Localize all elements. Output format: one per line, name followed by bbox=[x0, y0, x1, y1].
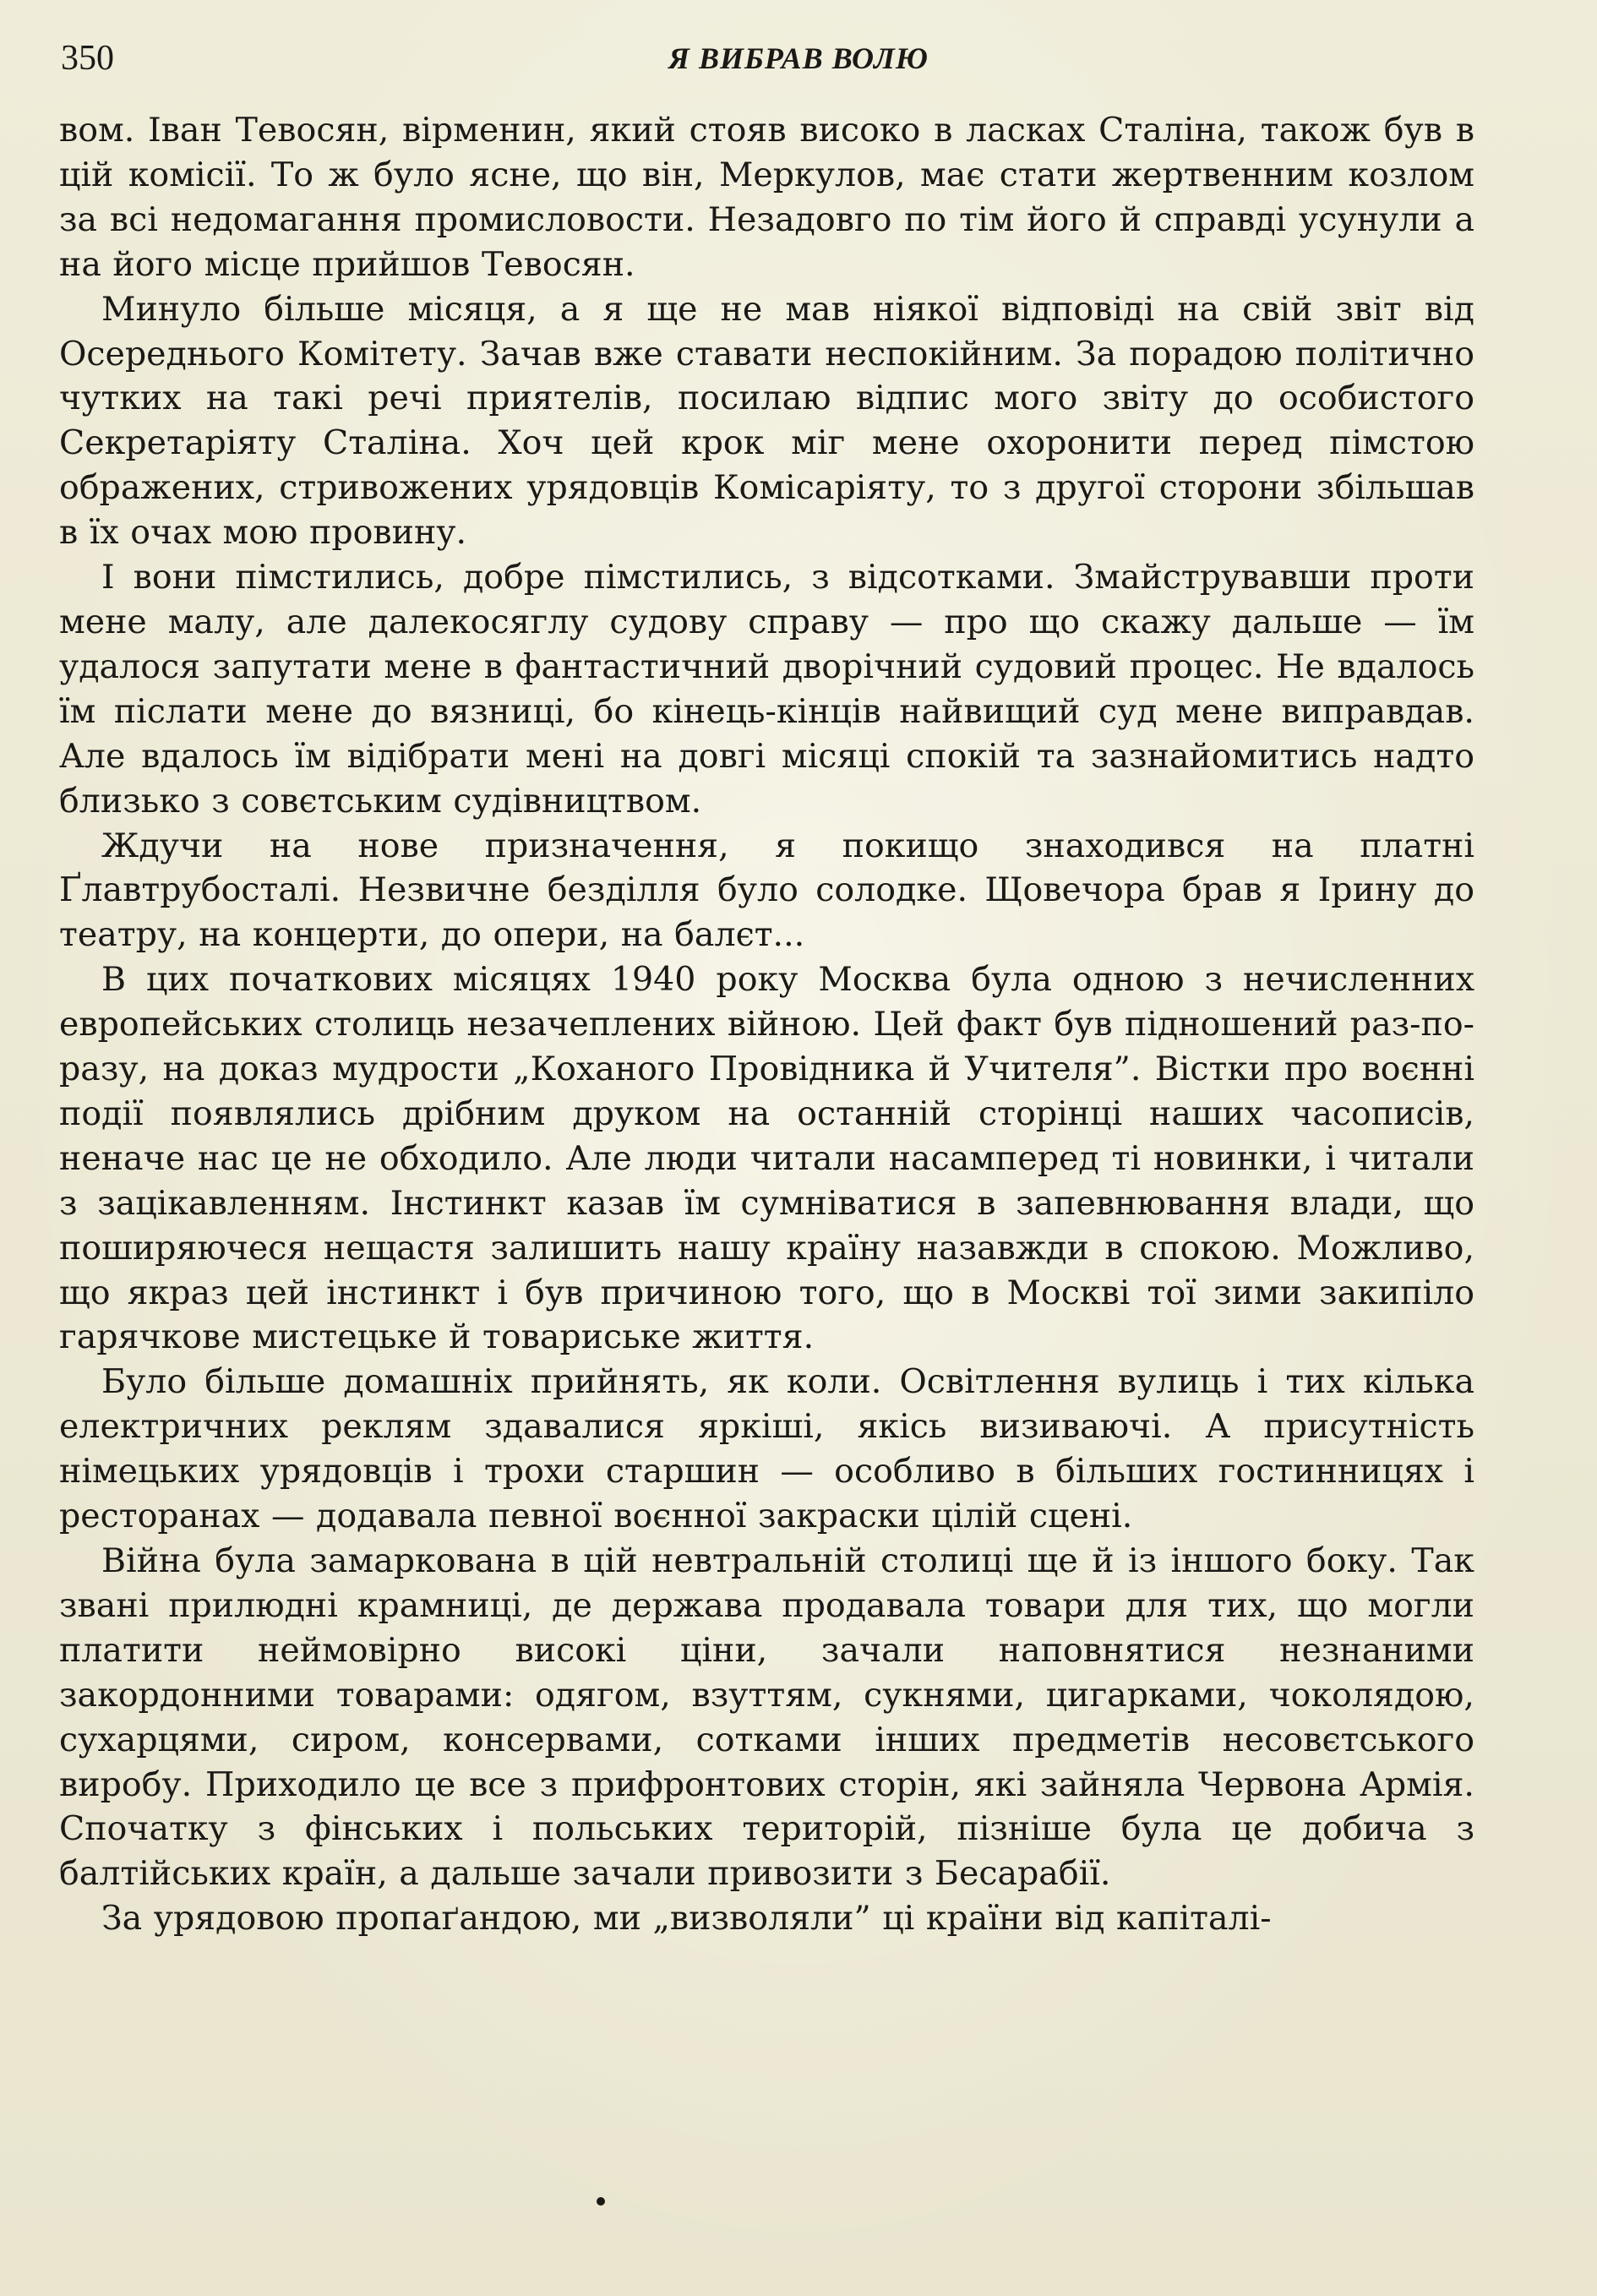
body-text bbox=[59, 108, 1474, 1941]
paragraph: Минуло більше місяця, а я ще не мав ніякої відповіді на свій звіт від Осереднього Комітету. Зачав вже ставати неспокійним. За порадою політично чутких на такі речі приятелів, посилаю відпис мого звіту до особистого Секретаріяту Сталіна. Хоч цей крок міг мене охоронити перед пімстою ображених, стривожених урядовців Комісаріяту, то з другої сторони збільшав в їх очах мою провину. bbox=[59, 289, 1474, 553]
paragraph: І вони пімстились, добре пімстились, з відсотками. Змайструвавши проти мене малу, але далекосяглу судову справу — про що скажу дальше — їм удалося запутати мене в фантастичний дворічний судовий процес. Не вдалось їм післати мене до вязниці, бо кінець-кінців найвищий суд мене виправдав. Але вдалось їм відібрати мені на довгі місяці спокій та зазнайомитись надто близько з совєтським судівництвом. bbox=[59, 558, 1474, 821]
page-header bbox=[61, 37, 1536, 79]
ink-speck bbox=[597, 2197, 605, 2206]
paragraph: За урядовою пропаґандою, ми „визволяли” ці країни від капіталі- bbox=[101, 1899, 1272, 1939]
running-title: Я ВИБРАВ ВОЛЮ bbox=[668, 41, 929, 75]
paragraph: Було більше домашніх прийнять, як коли. Освітлення вулиць і тих кілька електричних реклям здавалися яркіші, якісь визиваючі. А присутність німецьких урядовців і трохи старшин — особливо в більших гостинницях і ресторанах — додавала певної воєнної закраски цілій сцені. bbox=[59, 1362, 1474, 1536]
paragraph: В цих початкових місяцях 1940 року Москва була одною з нечисленних европейських столиць незачеплених війною. Цей факт був підношений раз-по-разу, на доказ мудрости „Коханого Провідника й Учителя”. Вістки про воєнні події появлялись дрібним друком на останній сторінці наших часописів, неначе нас це не обходило. Але люди читали насамперед ті новинки, і читали з зацікавленням. Інстинкт казав їм сумніватися в запевнювання влади, що поширяючеся нещастя залишить нашу країну назавжди в спокою. Можливо, що якраз цей інстинкт і був причиною того, що в Москві тої зими закипіло гарячкове мистецьке й товариське життя. bbox=[59, 960, 1474, 1357]
paragraph: Ждучи на нове призначення, я покищо знаходився на платні Ґлавтрубосталі. Незвичне безділля було солодке. Щовечора брав я Ірину до театру, на концерти, до опери, на балєт... bbox=[59, 826, 1474, 955]
paragraph: вом. Іван Тевосян, вірменин, який стояв високо в ласках Сталіна, також був в цій комісії. То ж було ясне, що він, Меркулов, має стати жертвенним козлом за всі недомагання промисловости. Незадовго по тім його й справді усунули а на його місце прийшов Тевосян. bbox=[59, 111, 1474, 284]
paragraph: Війна була замаркована в цій невтральній столиці ще й із іншого боку. Так звані прилюдні крамниці, де держава продавала товари для тих, що могли платити неймовірно високі ціни, зачали наповнятися незнаними закордонними товарами: одягом, взуттям, сукнями, цигарками, чоколядою, сухарцями, сиром, консервами, сотками інших предметів несовєтського виробу. Приходило це все з прифронтових сторін, які зайняла Червона Армія. Спочатку з фінських і польських територій, пізніше була це добича з балтійських країн, а дальше зачали привозити з Бесарабії. bbox=[59, 1541, 1474, 1894]
page-number: 350 bbox=[61, 39, 114, 78]
